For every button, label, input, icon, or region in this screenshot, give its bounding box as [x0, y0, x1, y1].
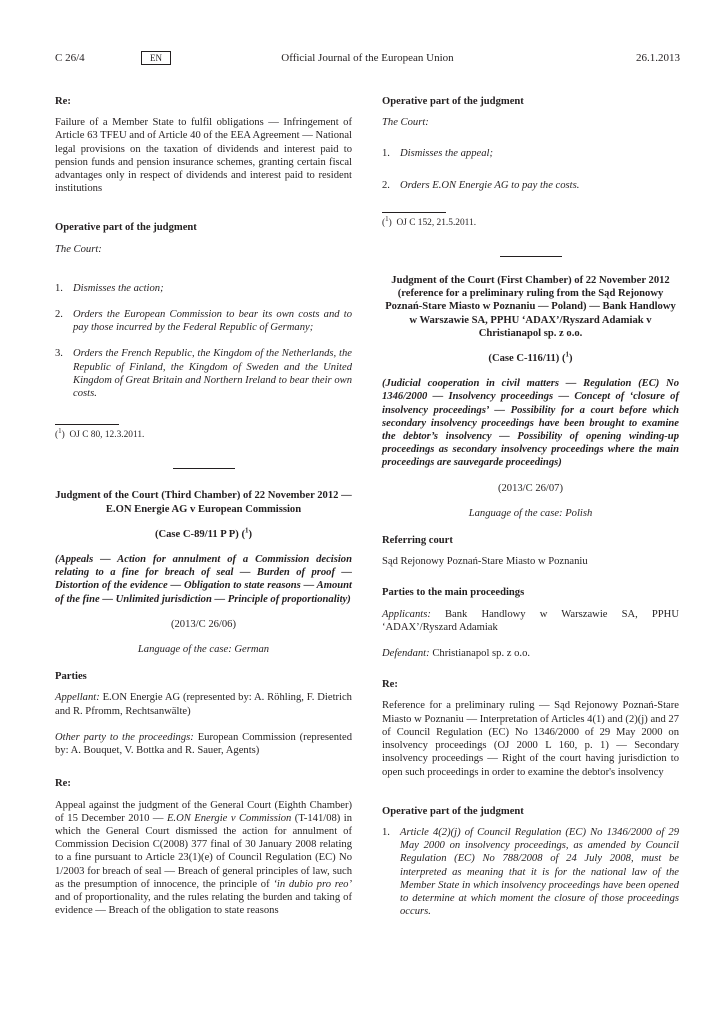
- list-item: 1. Dismisses the appeal;: [382, 148, 493, 160]
- case-title: Judgment of the Court (Third Chamber) of 22 November 2012 — E.ON Energie AG v European Commission: [55, 490, 352, 515]
- case-title: Judgment of the Court (First Chamber) of 22 November 2012 (reference for a preliminary ruling from the Sąd Rejonowy Poznań-Stare Miasto w Poznaniu — Poland) — Bank Handlowy w Warszawie SA, PPHU ‘ADAX’/Ryszard Adamiak v Christianapol sp. z o.o.: [385, 275, 676, 339]
- operative-heading: Operative part of the judgment: [55, 222, 197, 234]
- appellant: Appellant: E.ON Energie AG (represented by: A. Röhling, F. Dietrich and R. Pfromm, Rechtsanwälte): [55, 692, 352, 717]
- case-subject: (Appeals — Action for annulment of a Commission decision relating to a fine for breach of seal — Burden of proof — Distortion of the evidence — Obligation to state reasons — Amount of the fine — Unlimited jurisdiction — Principle of proportionality): [55, 554, 352, 605]
- left-column: [55, 95, 352, 917]
- court-label: The Court:: [55, 243, 102, 255]
- court-label: The Court:: [382, 117, 429, 129]
- list-item: 1. Article 4(2)(j) of Council Regulation (EC) No 1346/2000 of 29 May 2000 on insolvency proceedings, as amended by Council Regulation (EC) No 788/2008 of 24 July 2008, must be interpreted as meaning that it is for the national law of the Member State in which insolvency proceedings have been opened to determine at which moment the closure of those proceedings occurs.: [382, 826, 679, 918]
- referring-court-heading: Referring court: [382, 535, 453, 547]
- journal-code: C 26/4: [55, 52, 85, 64]
- list-item: 1. Dismisses the action;: [55, 282, 164, 294]
- case-reference: (2013/C 26/06): [170, 618, 237, 630]
- footnote-rule: [382, 212, 446, 213]
- footnote: ($^1$) OJ C 152, 21.5.2011.: [382, 214, 477, 228]
- other-party: Other party to the proceedings: European Commission (represented by: A. Bouquet, V. Bottka and R. Sauer, Agents): [55, 731, 352, 757]
- re-heading: Re:: [55, 96, 71, 107]
- issue-date: 26.1.2013: [636, 52, 680, 64]
- case-reference: (2013/C 26/07): [497, 482, 564, 494]
- section-separator: [500, 256, 562, 257]
- operative-heading: Operative part of the judgment: [382, 96, 524, 107]
- re-text: Failure of a Member State to fulfil obligations — Infringement of Article 63 TFEU and of Article 40 of the EEA Agreement — National legal provisions on the taxation of dividends and interest paid to pension funds and pension insurance schemes, granting certain fiscal advantages only in respect of dividends and interest paid to resident institutions: [55, 117, 352, 195]
- list-item: 3. Orders the French Republic, the Kingdom of the Netherlands, the Republic of Finland, the Kingdom of Sweden and the United Kingdom of Great Britain and Northern Ireland to bear their own costs.: [55, 348, 352, 400]
- footnote-rule: [55, 424, 119, 425]
- operative-heading: Operative part of the judgment: [382, 805, 524, 817]
- footnote: ($^1$) OJ C 80, 12.3.2011.: [55, 427, 145, 441]
- operative-list: [382, 147, 679, 191]
- page-header: [55, 51, 680, 67]
- parties-heading: Parties to the main proceedings: [382, 587, 525, 599]
- list-item: 2. Orders E.ON Energie AG to pay the costs.: [382, 179, 580, 191]
- re-text: Appeal against the judgment of the General Court (Eighth Chamber) of 15 December 2010 — E.ON Energie v Commission (T-141/08) in which the General Court dismissed the action for annulment of Commission Decision C(2008) 377 final of 30 January 2008 relating to a fine pursuant to Article 23(1)(e) of Council Regulation (EC) No 1/2003 for breach of seal — Breach of general principles of law, such as the presumption of innocence, the principle of ‘in dubio pro reo’ and of proportionality, and the rules relating the burden and taking of evidence — Breach of the obligation to state reasons: [55, 799, 352, 917]
- defendant: Defendant: Christianapol sp. z o.o.: [382, 648, 531, 660]
- case-language: Language of the case: German: [137, 644, 270, 656]
- re-text: Reference for a preliminary ruling — Sąd Rejonowy Poznań-Stare Miasto w Poznaniu — Interpretation of Articles 4(1) and (2)(j) and 27 of Council Regulation (EC) No 1346/2000 of 29 May 2000 on insolvency proceedings (OJ 2000 L 160, p. 1) — Secondary insolvency proceedings — Right of the court having jurisdiction to open such proceedings in order to examine the debtor's insolvency: [382, 700, 679, 778]
- section-separator: [173, 468, 235, 469]
- language-badge: EN: [141, 51, 171, 65]
- parties-heading: Parties: [55, 671, 87, 683]
- re-heading: Re:: [55, 778, 71, 790]
- re-heading: Re:: [382, 679, 398, 691]
- journal-title: Official Journal of the European Union: [281, 52, 454, 64]
- case-number: (Case C-116/11) ($^1$): [488, 350, 573, 365]
- right-column: [382, 95, 679, 918]
- case-number: (Case C-89/11 P P) ($^1$): [154, 526, 253, 540]
- case-subject: (Judicial cooperation in civil matters — Regulation (EC) No 1346/2000 — Insolvency proceedings — Concept of ‘closure of insolvency proceedings’ — Possibility for a court before which secondary insolvency proceedings have been brought to examine the debtor’s insolvency — Possibility of opening winding-up proceedings as secondary insolvency proceedings where the main proceedings are sauvegarde proceedings): [382, 378, 679, 469]
- operative-list: [382, 826, 679, 918]
- operative-list: [55, 282, 352, 400]
- applicants: Applicants: Bank Handlowy w Warszawie SA, PPHU ‘ADAX’/Ryszard Adamiak: [382, 608, 679, 633]
- referring-court: Sąd Rejonowy Poznań-Stare Miasto w Poznaniu: [382, 556, 588, 568]
- list-item: 2. Orders the European Commission to bear its own costs and to pay those incurred by the Federal Republic of Germany;: [55, 309, 352, 334]
- case-language: Language of the case: Polish: [468, 507, 593, 519]
